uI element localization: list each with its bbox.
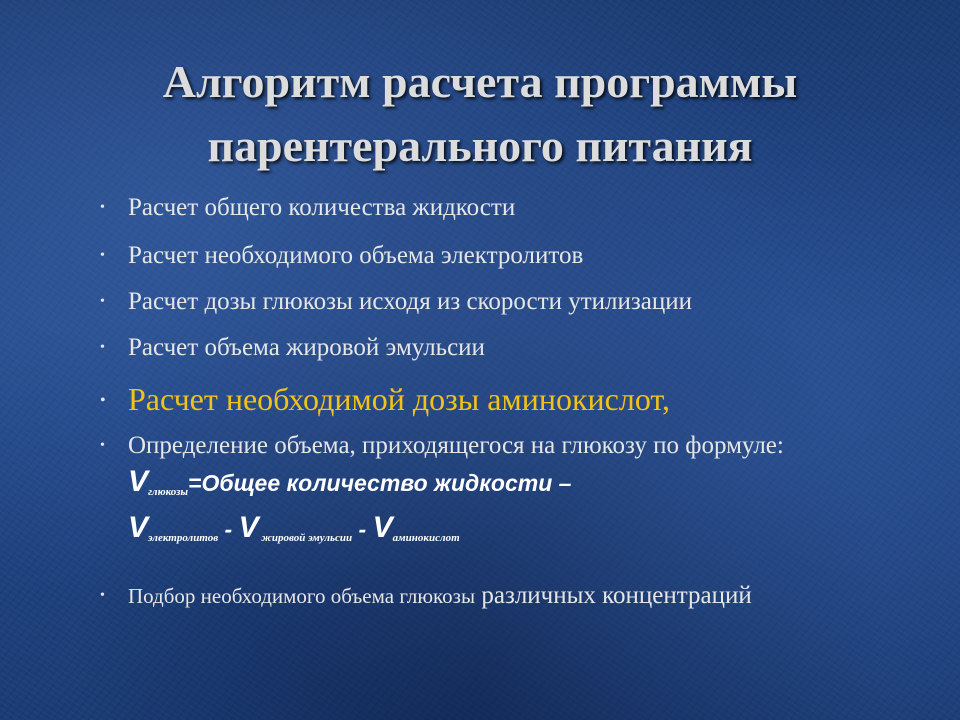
bullet-text: Расчет дозы глюкозы исходя из скорости утилизации — [128, 288, 692, 315]
bullet-icon: • — [100, 588, 105, 603]
title-line-2: парентерального питания — [207, 120, 753, 171]
formula-minus: - — [218, 516, 239, 542]
bullet-icon: • — [100, 340, 105, 355]
glucose-volume-formula — [128, 465, 572, 544]
bullet-item-amino-acids — [96, 380, 916, 418]
formula-sub-electrolytes: электролитов — [148, 532, 219, 544]
formula-sub-amino: аминокислот — [392, 532, 460, 544]
formula-v-fat: V — [238, 511, 259, 544]
bullet-text: Расчет необходимого объема электролитов — [128, 242, 584, 269]
bullet-icon: • — [100, 200, 105, 215]
formula-v-amino: V — [372, 511, 393, 544]
bullet-item-glucose-dose — [96, 286, 916, 317]
formula-sub-glucose: глюкозы — [148, 486, 189, 498]
formula-sub-fat: жировой эмульсии — [258, 532, 353, 544]
bullet-text: Определение объема, приходящегося на глюкозу по формуле: — [128, 432, 784, 459]
formula-equals-total: =Общее количество жидкости – — [188, 470, 572, 496]
bullet-text: различных концентраций — [475, 582, 752, 609]
bullet-icon: • — [100, 392, 106, 409]
bullet-text-highlight: Расчет необходимой дозы аминокислот, — [128, 381, 670, 417]
bullet-icon: • — [100, 294, 105, 309]
slide-title — [40, 50, 920, 178]
title-line-1: Алгоритм расчета программы — [162, 56, 798, 107]
bullet-item-glucose-volume-formula — [96, 428, 916, 556]
bullet-icon: • — [100, 438, 105, 453]
bullet-text: Расчет объема жировой эмульсии — [128, 334, 485, 361]
bullet-icon: • — [100, 248, 105, 263]
bullet-item-fat-emulsion — [96, 332, 916, 363]
formula-minus: - — [352, 516, 373, 542]
formula-v-electrolytes: V — [128, 511, 149, 544]
bullet-list — [96, 192, 916, 612]
bullet-item-glucose-concentrations — [96, 580, 916, 612]
bullet-item-electrolytes — [96, 240, 916, 271]
bullet-text: Расчет общего количества жидкости — [128, 194, 516, 221]
formula-v-glucose: V — [128, 465, 149, 498]
bullet-text-small: Подбор необходимого объема глюкозы — [128, 584, 476, 608]
bullet-item-fluid — [96, 192, 916, 223]
